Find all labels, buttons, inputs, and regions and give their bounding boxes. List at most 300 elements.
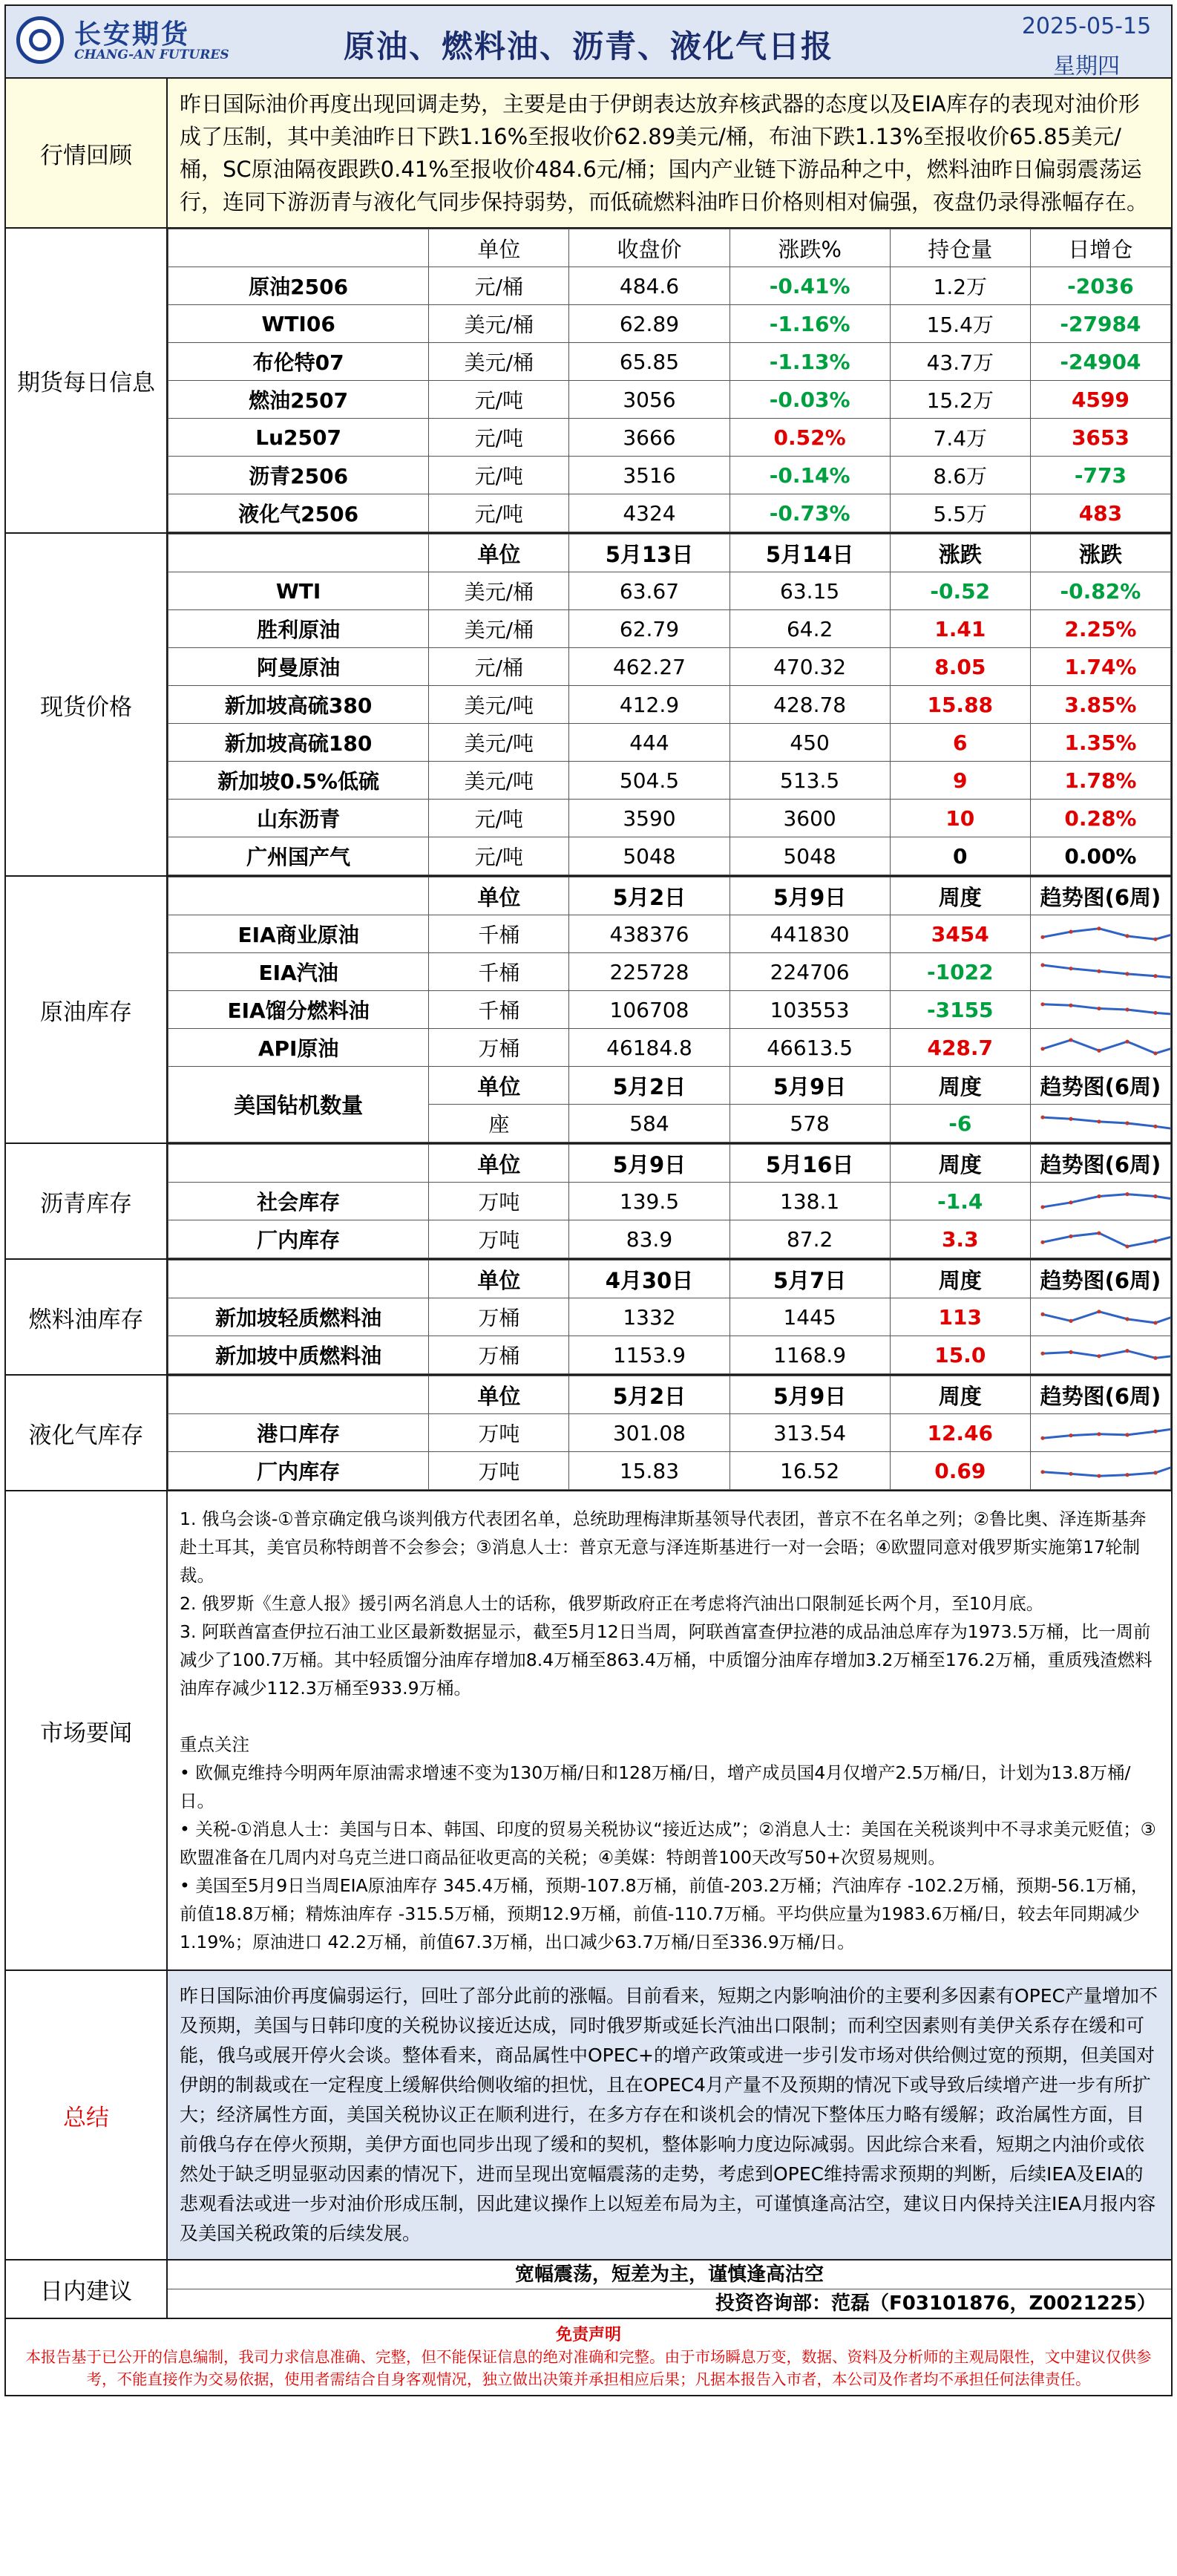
table-row — [168, 837, 1171, 875]
value-week2-cell: 16.52 — [730, 1452, 890, 1490]
logo-emblem-icon — [16, 16, 64, 64]
price-day1-cell: 462.27 — [569, 648, 730, 686]
unit-cell: 元/吨 — [429, 800, 569, 837]
table-row — [168, 762, 1171, 800]
trend-chart-cell — [1030, 1336, 1170, 1374]
price-day1-cell: 3590 — [569, 800, 730, 837]
column-header: 趋势图(6周) — [1030, 877, 1170, 915]
trend-point — [1153, 1051, 1157, 1055]
change-pct-cell: 2.25% — [1030, 610, 1170, 648]
change-cell: 10 — [890, 800, 1030, 837]
trend-point — [1153, 1011, 1157, 1015]
table-row — [168, 953, 1171, 991]
fuel-inventory-table — [168, 1260, 1171, 1374]
trend-line — [1043, 965, 1171, 978]
trend-point — [1125, 1244, 1129, 1248]
unit-cell: 元/吨 — [429, 457, 569, 494]
change-pct-cell: -0.73% — [730, 494, 890, 532]
market-review-section — [4, 79, 1173, 229]
value-week1-cell: 225728 — [569, 953, 730, 991]
contract-name: WTI06 — [168, 305, 429, 343]
change-pct-cell: -0.41% — [730, 267, 890, 305]
table-row — [168, 1220, 1171, 1258]
disclaimer — [4, 2319, 1173, 2396]
price-day2-cell: 450 — [730, 724, 890, 762]
company-logo — [13, 12, 229, 74]
trend-point — [1040, 1240, 1044, 1244]
summary-text: 昨日国际油价再度偏弱运行，回吐了部分此前的涨幅。目前看来，短期之内影响油价的主要利多因素有OPEC产量增加不及预期，美国与日韩印度的关税协议接近达成，同时俄罗斯或延长汽油出口限制；而利空因素则有美伊关系存在缓和可能，俄乌或展开停火会谈。整体看来，商品属性中OPEC+的增产政策或进一步引发市场对供给侧过宽的预期，但美国对伊朗的制裁或在一定程度上缓解供给侧收缩的担忧，且在OPEC4月产量不及预期的情况下或导致后续增产进一步有所扩大；经济属性方面，美国关税协议正在顺利进行，在多方存在和谈机会的情况下整体压力略有缓解；政治属性方面，目前俄乌存在停火预期，美伊方面也同步出现了缓和的契机，整体影响力度边际减弱。因此综合来看，短期之内油价或依然处于缺乏明显驱动因素的情况下，进而呈现出宽幅震荡的走势，考虑到OPEC维持需求预期的判断，后续IEA及EIA的悲观看法或进一步对油价形成压制，因此建议操作上以短差布局为主，可谨慎逢高沽空，建议日内保持关注IEA月报内容及美国关税政策的后续发展。 — [168, 1971, 1171, 2259]
spot-name: 山东沥青 — [168, 800, 429, 837]
inventory-name: 新加坡轻质燃料油 — [168, 1298, 429, 1336]
spot-table — [168, 534, 1171, 875]
open-interest-cell: 8.6万 — [890, 457, 1030, 494]
value-week1-cell: 106708 — [569, 991, 730, 1029]
price-day1-cell: 63.67 — [569, 572, 730, 610]
trend-point — [1040, 1470, 1044, 1474]
close-price-cell: 65.85 — [569, 343, 730, 381]
trend-point — [1040, 935, 1044, 939]
table-row — [168, 800, 1171, 837]
report-date: 2025-05-15 — [1021, 13, 1152, 39]
weekly-change-cell: 0.69 — [890, 1452, 1030, 1490]
change-pct-cell: -1.16% — [730, 305, 890, 343]
unit-cell: 美元/桶 — [429, 343, 569, 381]
rig-count-name: 美国钻机数量 — [168, 1067, 429, 1142]
change-pct-cell: -0.14% — [730, 457, 890, 494]
change-cell: 6 — [890, 724, 1030, 762]
table-header-row — [168, 1261, 1171, 1298]
column-header: 4月30日 — [569, 1261, 730, 1298]
value-week2-cell: 46613.5 — [730, 1029, 890, 1067]
table-row — [168, 267, 1171, 305]
daily-oi-change-cell: -24904 — [1030, 343, 1170, 381]
change-pct-cell: 1.78% — [1030, 762, 1170, 800]
value-week2-cell: 313.54 — [730, 1414, 890, 1452]
price-day2-cell: 5048 — [730, 837, 890, 875]
news-item: 2. 俄罗斯《生意人报》援引两名消息人士的话称，俄罗斯政府正在考虑将汽油出口限制延长两个月，至10月底。 — [180, 1593, 1044, 1614]
table-row — [168, 1414, 1171, 1452]
trend-point — [1153, 1194, 1157, 1198]
trend-point — [1153, 1239, 1157, 1243]
trend-line — [1043, 1194, 1171, 1207]
column-header: 涨跌 — [1030, 535, 1170, 572]
trend-point — [1125, 972, 1129, 975]
trend-sparkline — [1035, 1338, 1171, 1371]
section-label: 行情回顾 — [6, 79, 168, 227]
value-week2-cell: 441830 — [730, 915, 890, 953]
change-pct-cell: -1.13% — [730, 343, 890, 381]
contract-name: 原油2506 — [168, 267, 429, 305]
daily-oi-change-cell: -2036 — [1030, 267, 1170, 305]
trend-chart-cell — [1030, 1183, 1170, 1220]
trend-point — [1040, 1312, 1044, 1316]
crude-inventory-table — [168, 877, 1171, 1142]
table-row — [168, 724, 1171, 762]
trend-point — [1153, 1125, 1157, 1128]
column-header: 单位 — [429, 877, 569, 915]
contract-name: 液化气2506 — [168, 494, 429, 532]
trend-chart-cell — [1030, 991, 1170, 1029]
price-day1-cell: 444 — [569, 724, 730, 762]
section-label: 现货价格 — [6, 534, 168, 875]
trend-sparkline — [1035, 1107, 1171, 1140]
focus-item: • 美国至5月9日当周EIA原油库存 345.4万桶，预期-107.8万桶，前值-203.2万桶；汽油库存 -102.2万桶，预期-56.1万桶，前值18.8万桶；精炼油库存 -315.5万桶，预期12.9万桶，前值-110.7万桶。平均供应量为1983.6万桶/日，较去年同期减少1.19%；原油进口 42.2万桶，前值67.3万桶，出口减少63.7万桶/日至336.9万桶/日。 — [180, 1875, 1149, 1952]
price-day2-cell: 64.2 — [730, 610, 890, 648]
section-label: 市场要闻 — [6, 1491, 168, 1969]
table-row — [168, 1029, 1171, 1067]
contract-name: 燃油2507 — [168, 381, 429, 419]
column-header — [168, 1145, 429, 1183]
open-interest-cell: 43.7万 — [890, 343, 1030, 381]
daily-oi-change-cell: 483 — [1030, 494, 1170, 532]
inventory-name: 新加坡中质燃料油 — [168, 1336, 429, 1374]
column-header: 5月14日 — [730, 535, 890, 572]
table-row — [168, 686, 1171, 724]
trend-chart-cell — [1030, 1029, 1170, 1067]
value-week2-cell: 87.2 — [730, 1220, 890, 1258]
table-row — [168, 991, 1171, 1029]
spot-name: 新加坡0.5%低硫 — [168, 762, 429, 800]
trend-chart-cell — [1030, 1298, 1170, 1336]
change-pct-cell: 1.74% — [1030, 648, 1170, 686]
futures-section — [4, 229, 1173, 534]
value-week1-cell: 301.08 — [569, 1414, 730, 1452]
column-header: 5月9日 — [730, 1376, 890, 1414]
trend-point — [1040, 1205, 1044, 1209]
column-header: 周度 — [890, 1376, 1030, 1414]
change-cell: 1.41 — [890, 610, 1030, 648]
trend-line — [1043, 929, 1171, 939]
advice-section — [4, 2260, 1173, 2319]
trend-point — [1040, 1436, 1044, 1440]
trend-sparkline — [1035, 1301, 1171, 1333]
open-interest-cell: 15.2万 — [890, 381, 1030, 419]
close-price-cell: 62.89 — [569, 305, 730, 343]
column-header: 涨跌 — [890, 535, 1030, 572]
column-header: 单位 — [429, 1067, 569, 1105]
table-row — [168, 419, 1171, 457]
column-header: 5月9日 — [730, 877, 890, 915]
asphalt-inventory-table — [168, 1144, 1171, 1258]
trend-point — [1097, 1119, 1101, 1123]
daily-oi-change-cell: 3653 — [1030, 419, 1170, 457]
column-header: 5月2日 — [569, 1067, 730, 1105]
advice-line: 宽幅震荡，短差为主，谨慎逢高沽空 — [168, 2260, 1171, 2289]
fuel-inventory-section — [4, 1260, 1173, 1376]
price-day1-cell: 5048 — [569, 837, 730, 875]
trend-point — [1153, 974, 1157, 978]
trend-point — [1069, 1434, 1072, 1437]
unit-cell: 万吨 — [429, 1452, 569, 1490]
table-row — [168, 1452, 1171, 1490]
contract-name: 布伦特07 — [168, 343, 429, 381]
unit-cell: 元/吨 — [429, 381, 569, 419]
unit-cell: 万桶 — [429, 1298, 569, 1336]
column-header: 周度 — [890, 1067, 1030, 1105]
inventory-name: 港口库存 — [168, 1414, 429, 1452]
section-label: 燃料油库存 — [6, 1260, 168, 1374]
trend-line — [1043, 1351, 1171, 1359]
column-header: 单位 — [429, 229, 569, 267]
table-row — [168, 1298, 1171, 1336]
column-header: 5月9日 — [569, 1145, 730, 1183]
disclaimer-text: 本报告基于已公开的信息编制，我司力求信息准确、完整，但不能保证信息的绝对准确和完整。由于市场瞬息万变，数据、资料及分析师的主观局限性，文中建议仅供参考，不能直接作为交易依据，使用者需结合自身客观情况，独立做出决策并承担相应后果；凡据本报告入市者，本公司及作者均不承担任何法律责任。 — [25, 2348, 1152, 2388]
value-week2-cell: 1445 — [730, 1298, 890, 1336]
trend-chart-cell — [1030, 1220, 1170, 1258]
unit-cell: 千桶 — [429, 953, 569, 991]
open-interest-cell: 5.5万 — [890, 494, 1030, 532]
column-header: 单位 — [429, 1376, 569, 1414]
table-header-row — [168, 1376, 1171, 1414]
column-header — [168, 1376, 429, 1414]
spot-name: WTI — [168, 572, 429, 610]
unit-cell: 美元/吨 — [429, 724, 569, 762]
column-header: 持仓量 — [890, 229, 1030, 267]
trend-point — [1097, 1231, 1101, 1235]
change-cell: 8.05 — [890, 648, 1030, 686]
price-day2-cell: 63.15 — [730, 572, 890, 610]
unit-cell: 美元/桶 — [429, 572, 569, 610]
trend-point — [1069, 1038, 1072, 1042]
trend-sparkline — [1035, 1223, 1171, 1255]
unit-cell: 千桶 — [429, 991, 569, 1029]
column-header: 周度 — [890, 1261, 1030, 1298]
trend-chart-cell — [1030, 1452, 1170, 1490]
report-header — [4, 4, 1173, 79]
section-label: 日内建议 — [6, 2260, 168, 2318]
table-row — [168, 381, 1171, 419]
price-day1-cell: 412.9 — [569, 686, 730, 724]
inventory-name: 厂内库存 — [168, 1452, 429, 1490]
change-cell: 0 — [890, 837, 1030, 875]
table-header-row — [168, 229, 1171, 267]
inventory-name: 厂内库存 — [168, 1220, 429, 1258]
disclaimer-title: 免责声明 — [555, 2325, 621, 2344]
weekly-change-cell: 113 — [890, 1298, 1030, 1336]
column-header: 趋势图(6周) — [1030, 1067, 1170, 1105]
trend-point — [1153, 1471, 1157, 1474]
spot-name: 阿曼原油 — [168, 648, 429, 686]
trend-point — [1069, 1235, 1072, 1238]
trend-point — [1125, 1007, 1129, 1011]
column-header: 涨跌% — [730, 229, 890, 267]
trend-point — [1125, 934, 1129, 938]
price-day2-cell: 470.32 — [730, 648, 890, 686]
column-header — [168, 1261, 429, 1298]
trend-point — [1097, 1310, 1101, 1313]
weekly-change-cell: -6 — [890, 1105, 1030, 1142]
spot-name: 新加坡高硫380 — [168, 686, 429, 724]
price-day2-cell: 428.78 — [730, 686, 890, 724]
trend-point — [1040, 1115, 1044, 1119]
report-weekday: 星期四 — [1053, 53, 1120, 79]
spot-name: 新加坡高硫180 — [168, 724, 429, 762]
daily-oi-change-cell: -27984 — [1030, 305, 1170, 343]
inventory-name: 社会库存 — [168, 1183, 429, 1220]
daily-oi-change-cell: -773 — [1030, 457, 1170, 494]
trend-chart-cell — [1030, 953, 1170, 991]
table-row — [168, 610, 1171, 648]
open-interest-cell: 1.2万 — [890, 267, 1030, 305]
trend-point — [1125, 1039, 1129, 1043]
unit-cell: 万桶 — [429, 1336, 569, 1374]
price-day1-cell: 62.79 — [569, 610, 730, 648]
trend-line — [1043, 1004, 1171, 1015]
trend-point — [1069, 930, 1072, 934]
value-week1-cell: 46184.8 — [569, 1029, 730, 1067]
focus-item: • 欧佩克维持今明两年原油需求增速不变为130万桶/日和128万桶/日，增产成员国4月仅增产2.5万桶/日，计划为13.8万桶/日。 — [180, 1762, 1131, 1811]
news-item: 3. 阿联酋富查伊拉石油工业区最新数据显示，截至5月12日当周，阿联酋富查伊拉港的成品油总库存为1973.5万桶，比一周前减少了100.7万桶。其中轻质馏分油库存增加8.4万桶至863.4万桶，中质馏分油库存增加3.2万桶至176.2万桶，重质残渣燃料油库存减少112.3万桶至933.9万桶。 — [180, 1621, 1153, 1699]
inventory-name: EIA商业原油 — [168, 915, 429, 953]
inventory-name: API原油 — [168, 1029, 429, 1067]
close-price-cell: 3516 — [569, 457, 730, 494]
trend-point — [1069, 1117, 1072, 1121]
table-header-row — [168, 535, 1171, 572]
price-day2-cell: 3600 — [730, 800, 890, 837]
table-header-row — [168, 1145, 1171, 1183]
unit-cell: 千桶 — [429, 915, 569, 953]
crude-inventory-section — [4, 877, 1173, 1144]
unit-cell: 美元/桶 — [429, 305, 569, 343]
trend-point — [1125, 1317, 1129, 1321]
trend-sparkline — [1035, 1185, 1171, 1217]
value-week1-cell: 584 — [569, 1105, 730, 1142]
summary-section — [4, 1971, 1173, 2260]
price-day1-cell: 504.5 — [569, 762, 730, 800]
trend-point — [1040, 963, 1044, 967]
change-pct-cell: -0.82% — [1030, 572, 1170, 610]
table-row — [168, 305, 1171, 343]
trend-point — [1097, 1194, 1101, 1198]
unit-cell: 元/吨 — [429, 419, 569, 457]
futures-table — [168, 229, 1171, 532]
contract-name: Lu2507 — [168, 419, 429, 457]
table-row — [168, 1336, 1171, 1374]
value-week2-cell: 224706 — [730, 953, 890, 991]
unit-cell: 万吨 — [429, 1414, 569, 1452]
market-news-section — [4, 1491, 1173, 1971]
logo-cn-text: 长安期货 — [74, 19, 191, 50]
trend-sparkline — [1035, 1031, 1171, 1064]
trend-point — [1097, 1474, 1101, 1478]
trend-line — [1043, 1117, 1171, 1130]
section-label: 沥青库存 — [6, 1144, 168, 1258]
value-week1-cell: 1332 — [569, 1298, 730, 1336]
section-label: 原油库存 — [6, 877, 168, 1142]
unit-cell: 美元/吨 — [429, 686, 569, 724]
column-header: 周度 — [890, 877, 1030, 915]
focus-title: 重点关注 — [180, 1734, 249, 1755]
logo-en-text: CHANG-AN FUTURES — [74, 48, 229, 62]
value-week2-cell: 578 — [730, 1105, 890, 1142]
open-interest-cell: 15.4万 — [890, 305, 1030, 343]
trend-point — [1153, 1321, 1157, 1324]
change-pct-cell: -0.03% — [730, 381, 890, 419]
column-header: 5月7日 — [730, 1261, 890, 1298]
value-week1-cell: 1153.9 — [569, 1336, 730, 1374]
trend-sparkline — [1035, 955, 1171, 988]
weekly-change-cell: 3454 — [890, 915, 1030, 953]
trend-point — [1069, 967, 1072, 970]
asphalt-inventory-section — [4, 1144, 1173, 1260]
trend-sparkline — [1035, 1454, 1171, 1487]
trend-sparkline — [1035, 993, 1171, 1026]
trend-point — [1040, 1047, 1044, 1050]
column-header: 5月2日 — [569, 877, 730, 915]
trend-point — [1097, 1007, 1101, 1010]
lpg-inventory-section — [4, 1376, 1173, 1491]
trend-line — [1043, 1312, 1171, 1323]
column-header: 周度 — [890, 1145, 1030, 1183]
trend-chart-cell — [1030, 915, 1170, 953]
column-header: 趋势图(6周) — [1030, 1145, 1170, 1183]
trend-point — [1153, 1430, 1157, 1434]
close-price-cell: 3666 — [569, 419, 730, 457]
section-label: 液化气库存 — [6, 1376, 168, 1490]
column-header: 趋势图(6周) — [1030, 1376, 1170, 1414]
trend-point — [1153, 1356, 1157, 1360]
unit-cell: 元/吨 — [429, 837, 569, 875]
change-cell: -0.52 — [890, 572, 1030, 610]
weekly-change-cell: 12.46 — [890, 1414, 1030, 1452]
table-row — [168, 1183, 1171, 1220]
column-header: 收盘价 — [569, 229, 730, 267]
inventory-name: EIA汽油 — [168, 953, 429, 991]
contract-name: 沥青2506 — [168, 457, 429, 494]
change-pct-cell: 0.52% — [730, 419, 890, 457]
weekly-change-cell: 3.3 — [890, 1220, 1030, 1258]
report-title: 原油、燃料油、沥青、液化气日报 — [343, 28, 833, 65]
weekly-change-cell: -1022 — [890, 953, 1030, 991]
column-header: 5月9日 — [730, 1067, 890, 1105]
trend-point — [1069, 1200, 1072, 1204]
trend-point — [1125, 1121, 1129, 1125]
table-row — [168, 572, 1171, 610]
focus-item: • 关税-①消息人士：美国与日本、韩国、印度的贸易关税协议“接近达成”；②消息人士：美国在关税谈判中不寻求美元贬值；③欧盟准备在几周内对乌克兰进口商品征收更高的关税；④美媒：特朗普100天改写50+次贸易规则。 — [180, 1819, 1156, 1868]
unit-cell: 万吨 — [429, 1220, 569, 1258]
weekly-change-cell: 428.7 — [890, 1029, 1030, 1067]
unit-cell: 座 — [429, 1105, 569, 1142]
trend-point — [1125, 1192, 1129, 1196]
unit-cell: 元/桶 — [429, 267, 569, 305]
trend-point — [1125, 1433, 1129, 1436]
change-pct-cell: 3.85% — [1030, 686, 1170, 724]
lpg-inventory-table — [168, 1376, 1171, 1490]
table-header-row — [168, 877, 1171, 915]
close-price-cell: 3056 — [569, 381, 730, 419]
market-review-text: 昨日国际油价再度出现回调走势，主要是由于伊朗表达放弃核武器的态度以及EIA库存的表现对油价形成了压制，其中美油昨日下跌1.16%至报收价62.89美元/桶，布油下跌1.13%至报收价65.85美元/桶，SC原油隔夜跟跌0.41%至报收价484.6元/桶；国内产业链下游品种之中，燃料油昨日偏弱震荡运行，连同下游沥青与液化气同步保持弱势，而低硫燃料油昨日价格则相对偏强，夜盘仍录得涨幅存在。 — [180, 91, 1149, 215]
trend-point — [1097, 970, 1101, 973]
column-header: 单位 — [429, 535, 569, 572]
spot-section — [4, 534, 1173, 877]
trend-point — [1097, 1049, 1101, 1053]
unit-cell: 元/吨 — [429, 494, 569, 532]
trend-point — [1125, 1473, 1129, 1477]
market-news-body — [168, 1491, 1171, 1969]
unit-cell: 万桶 — [429, 1029, 569, 1067]
trend-point — [1153, 938, 1157, 941]
column-header — [168, 229, 429, 267]
trend-point — [1069, 1004, 1072, 1007]
trend-point — [1069, 1319, 1072, 1323]
unit-cell: 万吨 — [429, 1183, 569, 1220]
value-week2-cell: 1168.9 — [730, 1336, 890, 1374]
trend-point — [1069, 1472, 1072, 1476]
weekly-change-cell: 15.0 — [890, 1336, 1030, 1374]
trend-point — [1069, 1350, 1072, 1354]
change-cell: 9 — [890, 762, 1030, 800]
value-week1-cell: 438376 — [569, 915, 730, 953]
